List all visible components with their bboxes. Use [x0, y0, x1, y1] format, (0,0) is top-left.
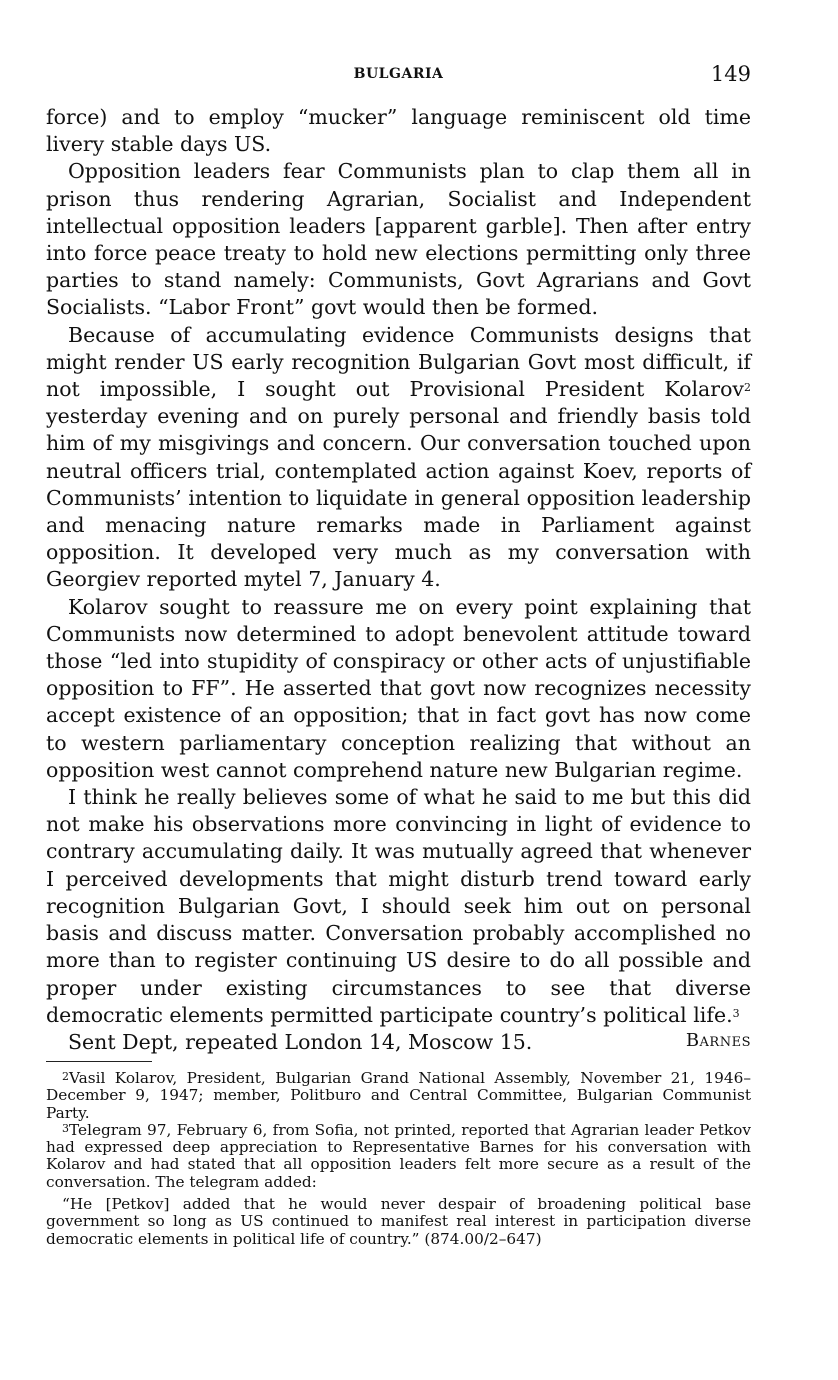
signature: Barnes: [685, 1030, 751, 1051]
running-head: BULGARIA: [353, 66, 444, 82]
main-text: [46, 104, 751, 1056]
page-number: 149: [710, 62, 751, 86]
paragraph-1: force) and to employ “mucker” language reminiscent old time livery stable days US.: [46, 105, 751, 157]
footnote-2: [46, 1070, 751, 1122]
paragraph-3: [46, 322, 751, 594]
paragraph-4: Kolarov sought to reassure me on every point explaining that Communists now determined to adopt benevolent attitude toward those “led into stupidity of conspiracy or other acts of unjustifiable opposition to FF”. He asserted that govt now recognizes necessity accept existence of an opposition; that in fact govt has now come to western parliamentary conception realizing that without an opposition west cannot comprehend nature new Bulgarian regime.: [46, 594, 751, 782]
paragraph-3-text-a: Because of accumulating evidence Communists designs that might render US early recognition Bulgarian Govt most difficult, if not impossible, I sought out Provisional President Kolarov: [46, 322, 751, 402]
footnote-mark-3: 3: [62, 1121, 69, 1135]
footnote-2-text: Vasil Kolarov, President, Bulgarian Grand National Assembly, November 21, 1946–December 9, 1947; member, Politburo and Central Committee, Bulgarian Communist Party.: [46, 1069, 751, 1122]
paragraph-5-text: I think he really believes some of what he said to me but this did not make his observations more convincing in light of evidence to contrary accumulating daily. It was mutually agreed that whenever I perceived developments that might disturb trend toward early recognition Bulgarian Govt, I should seek him out on personal basis and discuss matter. Conversation probably accomplished no more than to register continuing US desire to do all possible and proper under existing circumstances to see that diverse democratic elements permitted participate country’s political life.: [46, 785, 751, 1027]
footnotes: [46, 1070, 751, 1248]
closing-line: Sent Dept, repeated London 14, Moscow 15.: [68, 1029, 533, 1054]
footnote-3-text: Telegram 97, February 6, from Sofia, not printed, reported that Agrarian leader Petkov had expressed deep appreciation to Representative Barnes for his conversation with Kolarov and had stated that all opposition leaders felt more secure as a result of the conversation. The telegram added:: [46, 1120, 751, 1191]
footnote-ref-3[interactable]: 3: [732, 1006, 740, 1020]
paragraph-5: [46, 784, 751, 1029]
footnote-divider: [46, 1061, 152, 1062]
footnote-quote: “He [Petkov] added that he would never despair of broadening political base government so long as US continued to manifest real interest in participation diverse democratic elements in political life of country.” (874.00/2–647): [46, 1195, 751, 1248]
page-header: [46, 62, 751, 92]
paragraph-2: Opposition leaders fear Communists plan to clap them all in prison thus rendering Agrarian, Socialist and Independent intellectual opposition leaders [apparent garble]. Then after entry into force peace treaty to hold new elections permitting only three parties to stand namely: Communists, Govt Agrarians and Govt Socialists. “Labor Front” govt would then be formed.: [46, 159, 751, 320]
footnote-mark-2: 2: [62, 1070, 69, 1083]
footnote-3: [46, 1122, 751, 1191]
paragraph-3-text-b: yesterday evening and on purely personal and friendly basis told him of my misgivings and concern. Our conversation touched upon neutral officers trial, contemplated action against Koev, reports of Communists’ intention to liquidate in general opposition leadership and menacing nature remarks made in Parliament against opposition. It developed very much as my conversation with Georgiev reported mytel 7, January 4.: [46, 404, 751, 592]
footnote-ref-2[interactable]: 2: [744, 381, 751, 395]
